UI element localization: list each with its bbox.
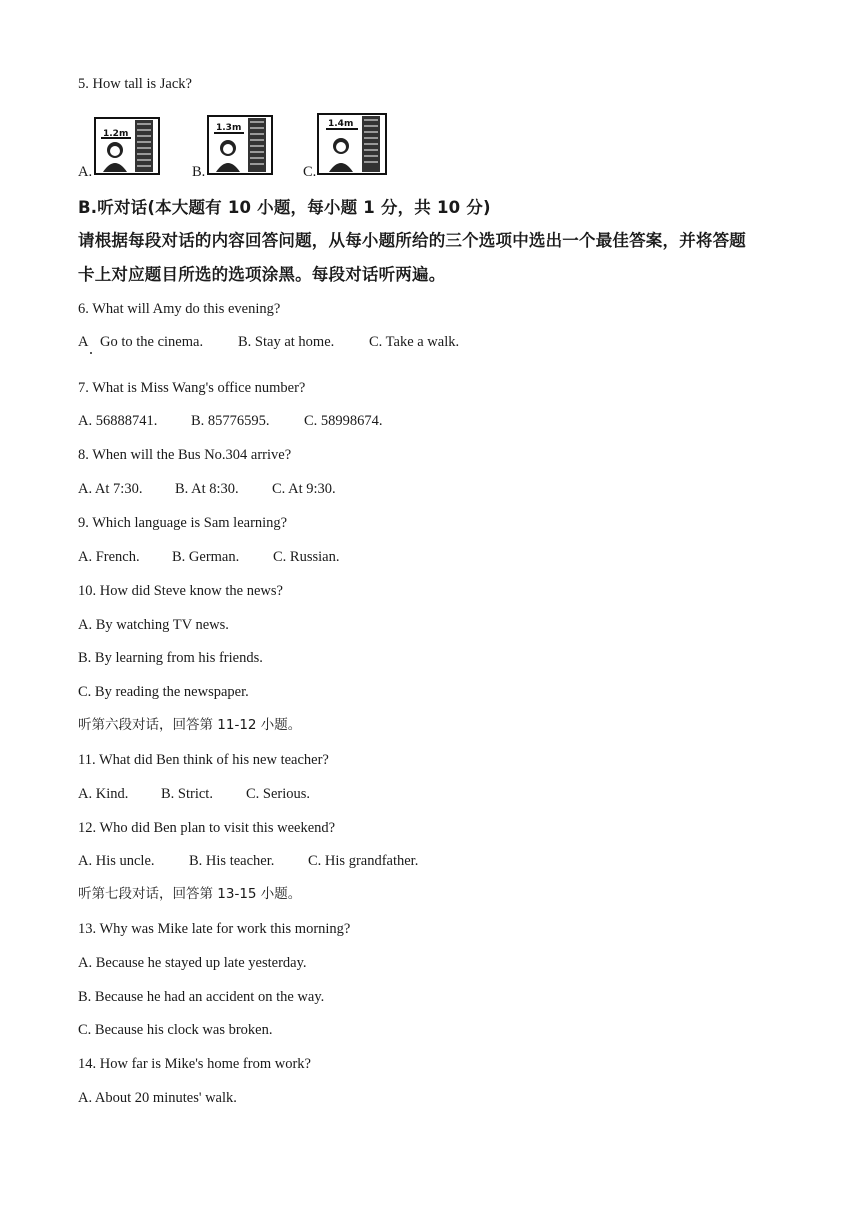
q11-option-b: B. Strict. [161,786,213,802]
q9-options [78,550,339,565]
question-12: 12. Who did Ben plan to visit this weekend? [78,820,336,836]
section-b-heading: B.听对话(本大题有 10 小题，每小题 1 分，共 10 分) [78,198,491,217]
q5-option-a-height: 1.2m [103,129,129,139]
q8-option-b: B. At 8:30. [175,481,239,497]
punctuation-dot [90,352,92,354]
q5-option-b-height: 1.3m [216,123,242,133]
q5-option-b-picture [206,114,274,176]
q5-option-a-label: A. [78,164,93,180]
q6-option-a: Go to the cinema. [100,334,204,350]
q12-options [78,854,418,869]
q7-option-c: C. 58998674. [304,413,383,429]
q8-options [78,482,336,497]
q6-options [78,335,459,350]
q12-option-b: B. His teacher. [189,853,275,869]
q13-option-c: C. Because his clock was broken. [78,1022,273,1038]
q13-option-a: A. Because he stayed up late yesterday. [78,955,307,971]
q9-option-c: C. Russian. [273,549,340,565]
q10-option-b: B. By learning from his friends. [78,650,263,666]
q9-option-b: B. German. [172,549,240,565]
question-10: 10. How did Steve know the news? [78,583,283,599]
q11-option-c: C. Serious. [246,786,311,802]
q8-option-a: A. At 7:30. [78,481,143,497]
question-6: 6. What will Amy do this evening? [78,301,281,317]
q10-option-c: C. By reading the newspaper. [78,684,249,700]
q7-option-b: B. 85776595. [191,413,270,429]
q11-options [78,787,310,802]
q5-option-b-label: B. [192,164,206,180]
q5-option-c-label: C. [303,164,317,180]
q5-option-c-picture [316,112,388,176]
dialogue-6-instruction: 听第六段对话，回答第 11-12 小题。 [78,717,302,733]
q12-option-c: C. His grandfather. [308,853,419,869]
q5-option-c-height: 1.4m [328,119,354,129]
q6-option-c: C. Take a walk. [369,334,460,350]
q7-options [78,414,383,429]
question-9: 9. Which language is Sam learning? [78,515,288,531]
question-11: 11. What did Ben think of his new teacher? [78,752,329,768]
q13-option-b: B. Because he had an accident on the way. [78,989,325,1005]
q7-option-a: A. 56888741. [78,413,158,429]
question-5: 5. How tall is Jack? [78,76,192,92]
q11-option-a: A. Kind. [78,786,129,802]
dialogue-7-instruction: 听第七段对话，回答第 13-15 小题。 [78,886,302,902]
q6-option-b: B. Stay at home. [238,334,335,350]
q12-option-a: A. His uncle. [78,853,155,869]
section-b-instruction-line2: 卡上对应题目所选的选项涂黑。每段对话听两遍。 [78,265,446,284]
q6-option-a-letter: A [78,334,89,350]
question-13: 13. Why was Mike late for work this morning? [78,921,351,937]
q10-option-a: A. By watching TV news. [78,617,229,633]
q5-option-a-picture [93,116,161,176]
question-8: 8. When will the Bus No.304 arrive? [78,447,292,463]
q8-option-c: C. At 9:30. [272,481,336,497]
q9-option-a: A. French. [78,549,140,565]
q14-option-a: A. About 20 minutes' walk. [78,1090,237,1106]
section-b-instruction-line1: 请根据每段对话的内容回答问题，从每小题所给的三个选项中选出一个最佳答案，并将答题 [78,231,746,250]
question-7: 7. What is Miss Wang's office number? [78,380,306,396]
question-14: 14. How far is Mike's home from work? [78,1056,311,1072]
